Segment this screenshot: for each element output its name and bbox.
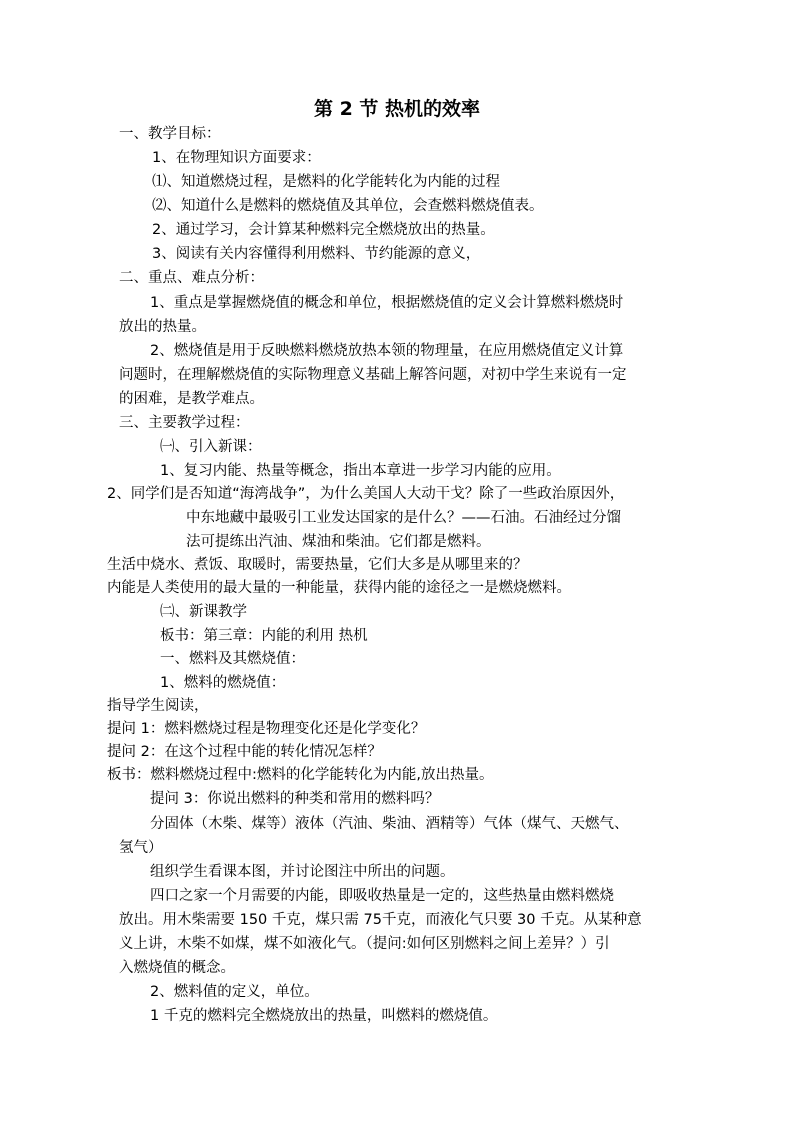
text-line: 3、阅读有关内容懂得利用燃料、节约能源的意义， (152, 246, 481, 262)
text-line: 组织学生看课本图，并讨论图注中所出的问题。 (150, 864, 455, 880)
text-line: ⑵、知道什么是燃料的燃烧值及其单位，会查燃料燃烧值表。 (152, 198, 544, 214)
page-title: 第 2 节 热机的效率 (313, 98, 481, 120)
text-line: 提问 2：在这个过程中能的转化情况怎样？ (107, 744, 382, 760)
text-line: 1、在物理知识方面要求： (152, 150, 321, 166)
text-line: 提问 1：燃料燃烧过程是物理变化还是化学变化？ (107, 721, 426, 737)
text-line: ㈡、新课教学 (160, 604, 247, 620)
text-line: 2、燃烧值是用于反映燃料燃烧放热本领的物理量，在应用燃烧值定义计算 (150, 343, 624, 359)
section-heading-process: 三、主要教学过程： (119, 415, 250, 431)
text-line: ⑴、知道燃烧过程，是燃料的化学能转化为内能的过程 (152, 174, 500, 190)
text-line: 1、复习内能、热量等概念，指出本章进一步学习内能的应用。 (160, 463, 561, 479)
text-line: 入燃烧值的概念。 (119, 960, 235, 976)
text-line: 中东地藏中最吸引工业发达国家的是什么？——石油。石油经过分馏 (186, 510, 621, 526)
section-heading-keypoints: 二、重点、难点分析： (119, 270, 264, 286)
text-line: 的困难，是教学难点。 (119, 391, 264, 407)
text-line: 四口之家一个月需要的内能，即吸收热量是一定的，这些热量由燃料燃烧 (150, 888, 614, 904)
text-line: 提问 3：你说出燃料的种类和常用的燃料吗？ (150, 791, 440, 807)
text-line: 板书：第三章：内能的利用 热机 (160, 628, 368, 644)
text-line: 2、通过学习，会计算某种燃料完全燃烧放出的热量。 (152, 222, 495, 238)
text-line: 放出。用木柴需要 150 千克，煤只需 75千克，而液化气只要 30 千克。从某种意 (119, 912, 642, 928)
text-line: 法可提练出汽油、煤油和柴油。它们都是燃料。 (186, 534, 491, 550)
text-line: 一、燃料及其燃烧值： (160, 651, 305, 667)
text-line: 氢气） (119, 840, 163, 856)
text-line: 问题时，在理解燃烧值的实际物理意义基础上解答问题，对初中学生来说有一定 (119, 367, 627, 383)
text-line: 1 千克的燃料完全燃烧放出的热量，叫燃料的燃烧值。 (150, 1008, 498, 1024)
text-line: 放出的热量。 (119, 319, 206, 335)
text-line: 义上讲，木柴不如煤，煤不如液化气。（提问:如何区别燃料之间上差异？）引 (119, 936, 610, 952)
text-line: 生活中烧水、煮饭、取暖时，需要热量，它们大多是从哪里来的？ (107, 557, 528, 573)
text-line: 1、燃料的燃烧值： (160, 675, 286, 691)
text-line: ㈠、引入新课： (160, 439, 262, 455)
text-line: 2、燃料值的定义，单位。 (150, 984, 319, 1000)
text-line: 2、同学们是否知道“海湾战争”，为什么美国人大动干戈？除了一些政治原因外， (107, 486, 625, 502)
text-line: 指导学生阅读， (107, 698, 209, 714)
section-heading-objectives: 一、教学目标： (119, 126, 221, 142)
text-line: 内能是人类使用的最大量的一种能量，获得内能的途径之一是燃烧燃料。 (107, 580, 571, 596)
text-line: 分固体（木柴、煤等）液体（汽油、柴油、酒精等）气体（煤气、天燃气、 (150, 816, 629, 832)
text-line: 1、重点是掌握燃烧值的概念和单位，根据燃烧值的定义会计算燃料燃烧时 (150, 295, 624, 311)
text-line: 板书：燃料燃烧过程中:燃料的化学能转化为内能,放出热量。 (107, 767, 494, 783)
